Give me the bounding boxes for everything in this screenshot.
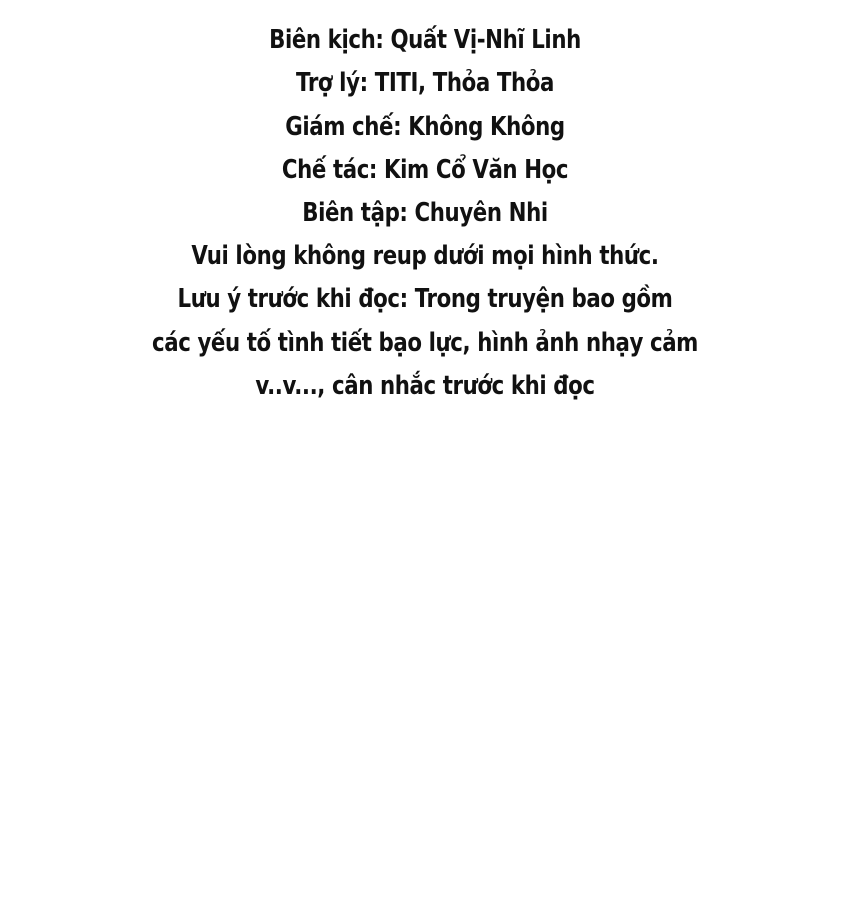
credit-writer: Biên kịch: Quất Vị-Nhĩ Linh: [269, 25, 581, 56]
credit-supervisor: Giám chế: Không Không: [285, 111, 565, 142]
credit-line-cut-off: [77, 0, 774, 19]
no-reup-notice: Vui lòng không reup dưới mọi hình thức.: [191, 241, 659, 272]
credit-editor: Biên tập: Chuyên Nhi: [302, 197, 548, 228]
credit-production: Chế tác: Kim Cổ Văn Học: [281, 154, 569, 185]
reading-warning-line-3: v..v..., cân nhắc trước khi đọc: [255, 370, 595, 401]
reading-warning-line-2: các yếu tố tình tiết bạo lực, hình ảnh nhạy cảm: [152, 327, 698, 358]
reading-warning-line-1: Lưu ý trước khi đọc: Trong truyện bao gồm: [177, 284, 673, 315]
credit-assistants: Trợ lý: TITI, Thỏa Thỏa: [296, 68, 554, 99]
credits-block: [0, 0, 850, 408]
